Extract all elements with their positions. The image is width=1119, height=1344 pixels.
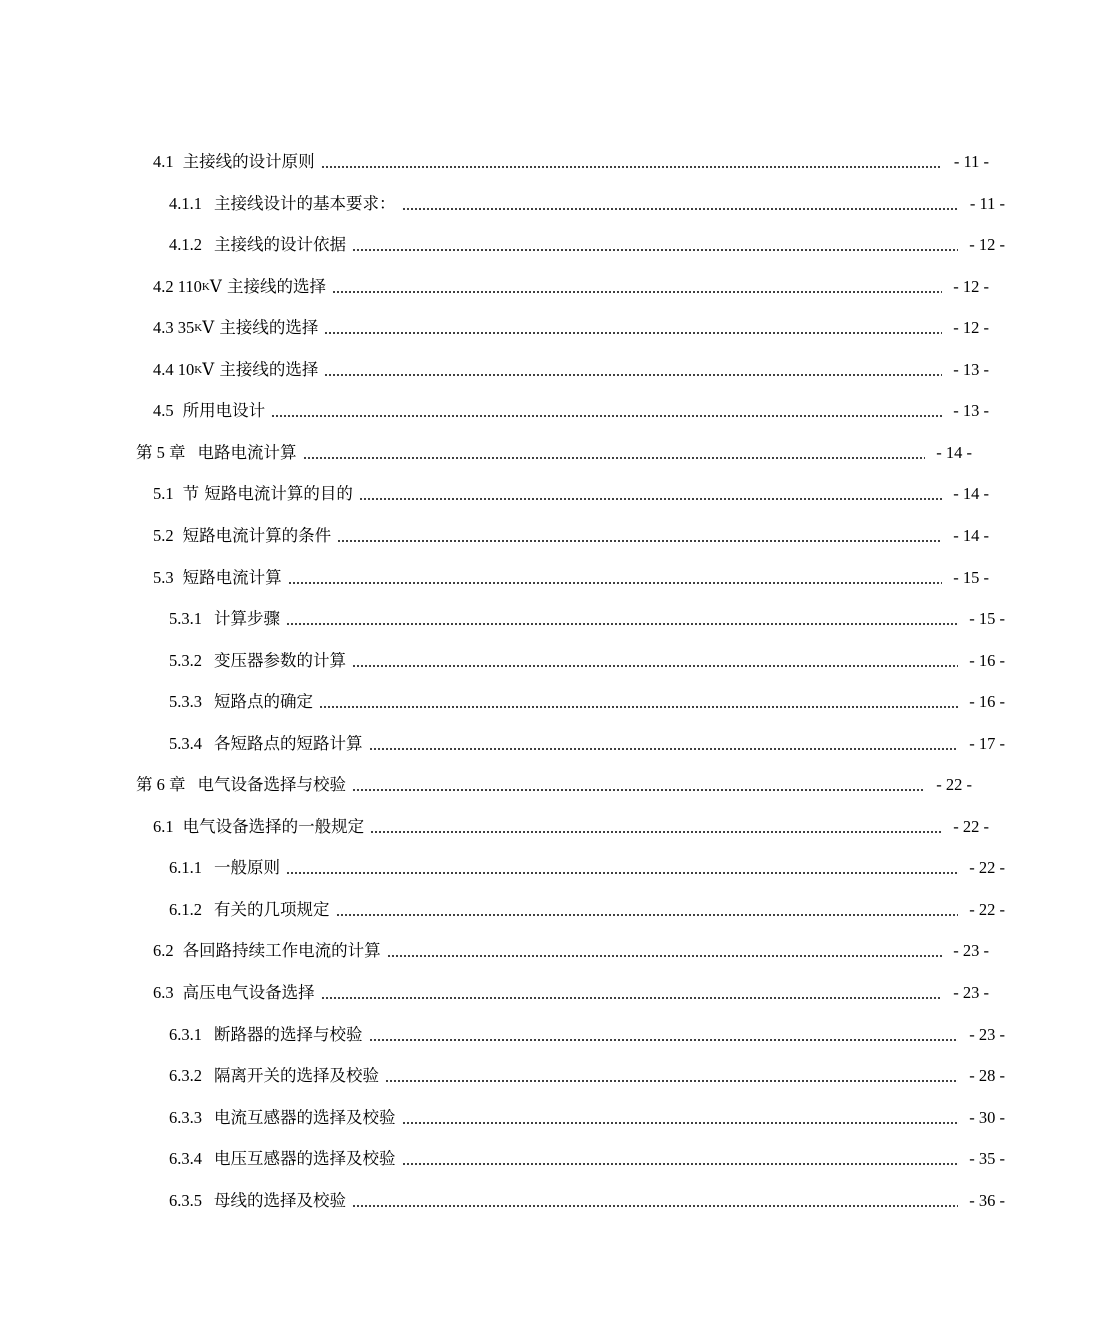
toc-entry-number: 6.3 — [153, 983, 174, 1002]
dot-leader — [286, 623, 958, 625]
toc-entry-title: 有关的几项规定 — [214, 899, 330, 919]
toc-entry-page-number: - 23 - — [953, 941, 989, 961]
toc-entry-number: 第 5 章 — [136, 442, 186, 462]
toc-entry[interactable] — [0, 807, 1103, 837]
toc-entry-number: 5.3.1 — [169, 609, 202, 629]
toc-entry-page-number: - 14 - — [953, 484, 989, 504]
toc-entry-title: 节 短路电流计算的目的 — [182, 484, 353, 504]
dot-leader — [370, 831, 942, 833]
toc-entry-title: 短路电流计算的条件 — [182, 525, 332, 545]
toc-entry-number: 6.1.2 — [169, 899, 202, 919]
dot-leader — [324, 332, 942, 334]
toc-entry[interactable] — [0, 142, 1103, 172]
toc-entry-page-number: - 35 - — [969, 1149, 1005, 1169]
toc-entry-number: 4.1.1 — [169, 193, 202, 213]
toc-entry-title: 短路电流计算 — [182, 567, 282, 587]
toc-entry-title: 断路器的选择与校验 — [214, 1024, 363, 1044]
toc-entry-number: 4.2 110 — [153, 276, 202, 296]
dot-leader — [352, 1205, 958, 1207]
toc-entry-page-number: - 12 - — [953, 276, 989, 296]
dot-leader — [286, 872, 958, 874]
toc-entry-title: 电气设备选择与校验 — [197, 775, 346, 795]
toc-entry-title: 短路点的确定 — [214, 692, 313, 712]
toc-entry-page-number: - 14 - — [936, 442, 972, 462]
toc-entry[interactable] — [0, 1056, 1119, 1086]
toc-entry-page-number: - 30 - — [969, 1107, 1005, 1127]
toc-entry[interactable] — [0, 474, 1103, 504]
toc-entry[interactable] — [0, 724, 1119, 754]
toc-entry-number: 6.3.5 — [169, 1190, 202, 1210]
toc-entry[interactable] — [0, 1098, 1119, 1128]
toc-entry[interactable] — [0, 267, 1103, 297]
dot-leader — [369, 1039, 959, 1041]
dot-leader — [324, 374, 942, 376]
dot-leader — [402, 1163, 959, 1165]
toc-entry-page-number: - 36 - — [969, 1190, 1005, 1210]
toc-entry-number: 6.1.1 — [169, 858, 202, 878]
dot-leader — [359, 498, 942, 500]
toc-entry-title: 隔离开关的选择及校验 — [214, 1066, 379, 1086]
dot-leader — [319, 706, 958, 708]
toc-entry-title: 各短路点的短路计算 — [214, 733, 363, 753]
toc-entry[interactable] — [0, 1015, 1119, 1045]
dot-leader — [271, 415, 942, 417]
toc-entry-title: 一般原则 — [214, 858, 280, 878]
toc-entry-title: 主接线的设计原则 — [182, 152, 315, 171]
toc-entry-unit-subscript: K — [194, 363, 203, 376]
dot-leader — [352, 249, 958, 251]
toc-entry-number: 6.3.3 — [169, 1107, 202, 1127]
toc-entry-page-number: - 16 - — [969, 692, 1005, 712]
toc-entry[interactable] — [0, 765, 1086, 795]
toc-entry-number: 5.3.4 — [169, 733, 202, 753]
toc-entry-page-number: - 17 - — [969, 733, 1005, 753]
toc-entry-title: 主接线设计的基本要求： — [214, 193, 396, 213]
toc-entry-page-number: - 23 - — [953, 983, 989, 1002]
toc-entry-number: 4.3 35 — [153, 318, 195, 338]
toc-entry[interactable] — [0, 973, 1103, 1003]
toc-entry-number: 5.3.2 — [169, 650, 202, 670]
toc-entry-title: V 主接线的选择 — [202, 359, 319, 379]
toc-entry-number: 5.3 — [153, 567, 174, 587]
toc-entry-number: 4.4 10 — [153, 359, 195, 379]
toc-entry-number: 5.3.3 — [169, 692, 202, 712]
toc-entry-title: 母线的选择及校验 — [214, 1190, 346, 1210]
toc-entry[interactable] — [0, 682, 1119, 712]
toc-entry-page-number: - 11 - — [953, 152, 989, 171]
toc-entry-number: 4.1 — [153, 152, 174, 171]
toc-entry[interactable] — [0, 890, 1119, 920]
toc-entry[interactable] — [0, 641, 1119, 671]
toc-entry-page-number: - 13 - — [953, 359, 989, 379]
toc-entry-page-number: - 12 - — [953, 318, 989, 338]
toc-entry-number: 5.2 — [153, 525, 174, 545]
toc-entry-page-number: - 12 - — [969, 235, 1005, 255]
toc-entry-unit-subscript: K — [194, 322, 203, 335]
toc-entry-page-number: - 15 - — [953, 567, 989, 587]
toc-entry-page-number: - 11 - — [969, 193, 1005, 213]
dot-leader — [352, 789, 925, 791]
toc-entry-page-number: - 14 - — [953, 525, 989, 545]
toc-entry[interactable] — [0, 391, 1103, 421]
toc-entry-page-number: - 22 - — [969, 858, 1005, 878]
toc-entry-page-number: - 13 - — [953, 401, 989, 421]
toc-entry-title: 主接线的设计依据 — [214, 235, 346, 255]
toc-entry[interactable] — [0, 1139, 1119, 1169]
toc-entry-number: 6.3.2 — [169, 1066, 202, 1086]
toc-entry-page-number: - 15 - — [969, 609, 1005, 629]
toc-entry-number: 5.1 — [153, 484, 174, 504]
toc-entry[interactable] — [0, 225, 1119, 255]
toc-entry-number: 6.2 — [153, 941, 174, 961]
dot-leader — [402, 208, 959, 210]
toc-entry[interactable] — [0, 433, 1086, 463]
toc-entry-page-number: - 23 - — [969, 1024, 1005, 1044]
dot-leader — [321, 997, 942, 999]
toc-entry-page-number: - 22 - — [953, 816, 989, 836]
toc-entry-title: 高压电气设备选择 — [182, 983, 315, 1002]
toc-entry-number: 6.1 — [153, 816, 174, 836]
toc-entry[interactable] — [0, 599, 1119, 629]
dot-leader — [352, 665, 958, 667]
toc-entry[interactable] — [0, 558, 1103, 588]
toc-entry-title: V 主接线的选择 — [209, 276, 327, 296]
toc-entry-page-number: - 22 - — [969, 899, 1005, 919]
toc-entry-title: 所用电设计 — [182, 401, 266, 421]
toc-entry-number: 6.3.4 — [169, 1149, 202, 1169]
dot-leader — [369, 748, 959, 750]
toc-entry-title: V 主接线的选择 — [202, 318, 319, 338]
toc-entry[interactable] — [0, 350, 1103, 380]
dot-leader — [321, 166, 942, 168]
toc-entry-title: 电路电流计算 — [197, 442, 297, 462]
toc-entry-page-number: - 16 - — [969, 650, 1005, 670]
toc-entry-title: 变压器参数的计算 — [214, 650, 346, 670]
toc-entry-number: 4.1.2 — [169, 235, 202, 255]
toc-entry[interactable] — [0, 516, 1103, 546]
toc-entry[interactable] — [0, 308, 1103, 338]
toc-entry-number: 6.3.1 — [169, 1024, 202, 1044]
dot-leader — [332, 291, 942, 293]
toc-entry-title: 电气设备选择的一般规定 — [182, 816, 365, 836]
toc-entry-unit-subscript: K — [201, 280, 210, 293]
dot-leader — [336, 914, 959, 916]
dot-leader — [385, 1080, 958, 1082]
toc-entry-title: 电压互感器的选择及校验 — [214, 1149, 396, 1169]
toc-entry[interactable] — [0, 931, 1103, 961]
toc-entry-page-number: - 22 - — [936, 775, 972, 795]
dot-leader — [337, 540, 942, 542]
toc-entry-number: 4.5 — [153, 401, 174, 421]
toc-entry-title: 计算步骤 — [214, 609, 280, 629]
toc-entry[interactable] — [0, 1181, 1119, 1211]
dot-leader — [387, 955, 942, 957]
dot-leader — [288, 582, 942, 584]
toc-entry-number: 第 6 章 — [136, 775, 186, 795]
dot-leader — [303, 457, 926, 459]
toc-entry[interactable] — [0, 184, 1119, 214]
toc-entry-page-number: - 28 - — [969, 1066, 1005, 1086]
toc-entry[interactable] — [0, 848, 1119, 878]
toc-entry-title: 电流互感器的选择及校验 — [214, 1107, 396, 1127]
toc-entry-title: 各回路持续工作电流的计算 — [182, 941, 381, 961]
dot-leader — [402, 1122, 959, 1124]
